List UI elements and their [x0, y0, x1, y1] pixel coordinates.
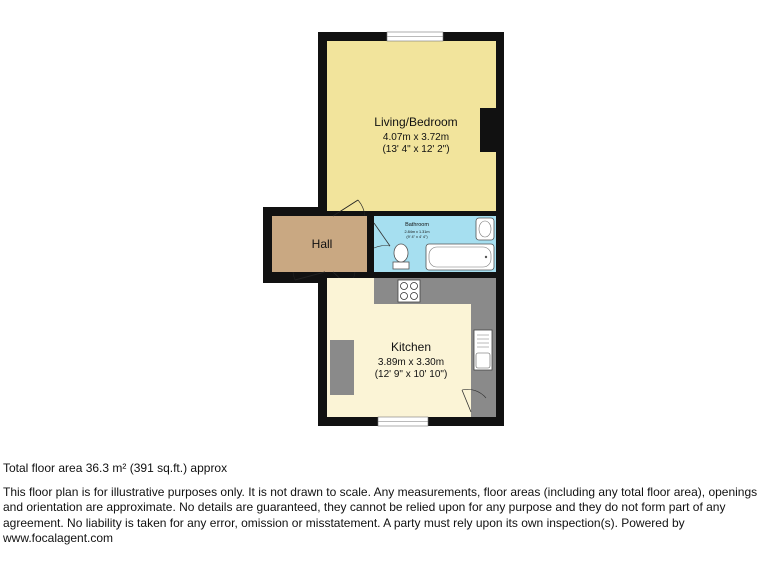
bathroom-label — [404, 222, 429, 239]
living-bedroom-dims-metric: 4.07m x 3.72m — [382, 132, 450, 143]
washbasin — [476, 218, 494, 240]
bathroom-name: Bathroom — [405, 222, 429, 228]
chimney-breast — [480, 108, 500, 152]
kitchen-dims-metric: 3.89m x 3.30m — [377, 357, 445, 368]
bathroom-dims-metric: 2.84m x 1.31m — [404, 230, 430, 234]
total-floor-area: Total floor area 36.3 m² (391 sq.ft.) approx — [3, 461, 228, 475]
kitchen-name: Kitchen — [390, 340, 432, 354]
bathtub — [426, 244, 494, 270]
footer-notes — [3, 461, 765, 547]
living-window — [387, 32, 443, 41]
bathroom-dims-imperial: (9' 4" x 4' 4") — [406, 235, 428, 239]
hall-name: Hall — [311, 237, 333, 251]
hob — [398, 280, 420, 302]
kitchen-window — [378, 417, 428, 426]
living-bedroom-label — [374, 115, 457, 155]
disclaimer-text: This floor plan is for illustrative purposes only. It is not drawn to scale. Any measurements, floor areas (including any total floor area), openings and orientation are approximate. No details are guaranteed, they cannot be relied upon for any purpose and they do not form part of any agreement. No liability is taken for any error, omission or misstatement. A party must rely upon its own inspection(s). Powered by www.focalagent.com — [3, 484, 758, 545]
toilet — [393, 244, 409, 269]
kitchen-dims-imperial: (12' 9" x 10' 10") — [374, 369, 448, 380]
living-bedroom-dims-imperial: (13' 4" x 12' 2") — [382, 144, 450, 155]
sink — [474, 330, 492, 370]
living-bedroom-name: Living/Bedroom — [374, 115, 458, 129]
